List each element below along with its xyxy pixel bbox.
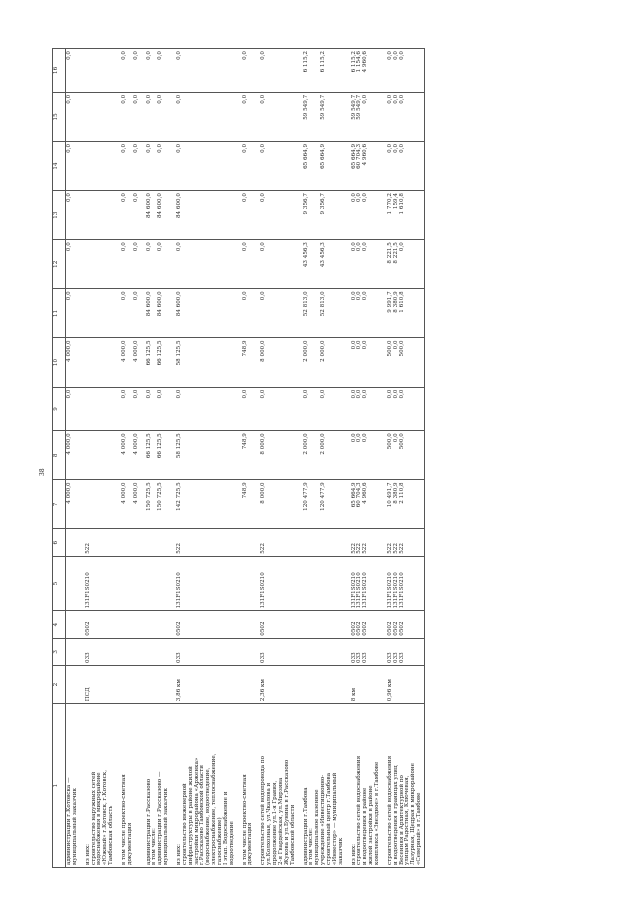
table-cell: 0,0	[255, 289, 297, 338]
table-cell: 6 115,2 1 154,6 4 960,6	[346, 49, 382, 93]
table-cell: 4 000,0	[66, 431, 80, 480]
table-cell: 0,0 0,0 0,0	[346, 240, 382, 289]
table-cell	[141, 665, 171, 703]
table-cell	[66, 611, 80, 638]
table-cell: 0,0	[237, 191, 256, 240]
table-cell: 522 522 522	[346, 529, 382, 556]
table-cell: 8 000,0	[255, 338, 297, 387]
table-cell: 59 549,7 59 549,7	[298, 92, 346, 141]
table-cell	[237, 556, 256, 611]
table-cell: 748,9	[237, 338, 256, 387]
table-cell: 131F1S0210 131F1S0210 131F1S0210	[346, 556, 382, 611]
table-cell: 0,0	[66, 49, 80, 93]
table-cell: 131F1S0210	[255, 556, 297, 611]
table-cell: 748,9	[237, 480, 256, 529]
table-cell: 0,0	[255, 240, 297, 289]
table-row	[80, 49, 116, 868]
table-cell: 0,0 0,0 0,0	[346, 431, 382, 480]
column-header: 12	[53, 240, 66, 289]
table-cell: 0502	[80, 611, 116, 638]
table-cell: 8 км	[346, 665, 382, 703]
table-cell: 522	[80, 529, 116, 556]
table-cell: 0,0 0,0 0,0	[346, 289, 382, 338]
table-cell: 0,0	[237, 289, 256, 338]
table-cell: 0,0 0,0 0,0	[382, 387, 425, 431]
table-cell: 0,0	[66, 289, 80, 338]
table-cell: 58 125,5	[171, 431, 237, 480]
table-cell	[80, 240, 116, 289]
table-cell: 748,9	[237, 431, 256, 480]
table-cell: 033	[80, 638, 116, 665]
column-header: 13	[53, 191, 66, 240]
table-cell: 8 000,0	[255, 431, 297, 480]
table-row	[116, 49, 141, 868]
table-cell: 43 456,3 43 456,3	[298, 240, 346, 289]
table-row	[255, 49, 297, 868]
column-header: 2	[53, 665, 66, 703]
table-cell: 4 000,0	[66, 338, 80, 387]
row-label-cell: в том числе проектно-сметная документация	[116, 704, 141, 868]
table-cell: 9 356,7 9 356,7	[298, 191, 346, 240]
table-cell	[80, 431, 116, 480]
table-cell: ПСД	[80, 665, 116, 703]
table-cell: 65 664,9 60 704,3 4 960,6	[346, 480, 382, 529]
table-cell: 0,0	[171, 387, 237, 431]
table-cell	[80, 289, 116, 338]
page-number: 38	[39, 468, 46, 476]
budget-table	[52, 48, 425, 868]
table-cell: 0502 0502 0502	[346, 611, 382, 638]
table-cell: 2 000,0 2 000,0	[298, 338, 346, 387]
table-cell: 9 991,7 8 380,9 1 610,8	[382, 289, 425, 338]
table-cell: 66 125,5 66 125,5	[141, 338, 171, 387]
table-cell: 0,96 км	[382, 665, 425, 703]
table-cell	[80, 387, 116, 431]
table-cell: 3,86 км	[171, 665, 237, 703]
table-cell: 0,0 0,0	[116, 387, 141, 431]
table-cell	[66, 638, 80, 665]
table-cell: 522	[255, 529, 297, 556]
column-header: 6	[53, 529, 66, 556]
table-cell	[298, 611, 346, 638]
table-cell: 0,0 0,0	[298, 387, 346, 431]
table-cell: 0,0	[237, 240, 256, 289]
table-cell	[80, 338, 116, 387]
table-row	[171, 49, 237, 868]
table-row	[141, 49, 171, 868]
table-cell: 0,0	[66, 387, 80, 431]
table-cell: 84 600,0 84 600,0	[141, 191, 171, 240]
table-cell: 0,0	[255, 92, 297, 141]
table-cell	[80, 92, 116, 141]
table-cell: 59 549,7 59 549,7 0,0	[346, 92, 382, 141]
table-cell	[298, 556, 346, 611]
table-cell: 0,0	[237, 92, 256, 141]
table-cell: 033	[255, 638, 297, 665]
table-cell: 500,0 0,0 500,0	[382, 431, 425, 480]
table-cell	[66, 556, 80, 611]
table-cell: 0,0 0,0	[116, 141, 141, 190]
table-cell: 0,0 0,0 0,0	[346, 387, 382, 431]
table-cell	[66, 665, 80, 703]
table-cell: 500,0 0,0 500,0	[382, 338, 425, 387]
rotated-page	[39, 48, 582, 868]
table-cell: 0,0	[66, 92, 80, 141]
row-label-cell: строительство сетей водопровода по ул.Колхозная, ул.Чкалова и продолжение ул.1-я Гравия, 2-я Гвардейская, ул.Мирзяна Жукова и ул.Бунина в г.Рассказово Тамбовской области	[255, 704, 297, 868]
table-cell: 131F1S0210	[171, 556, 237, 611]
table-cell	[66, 529, 80, 556]
table-cell: 033	[171, 638, 237, 665]
table-row	[237, 49, 256, 868]
table-cell	[298, 638, 346, 665]
column-header: 15	[53, 92, 66, 141]
table-cell	[80, 49, 116, 93]
table-cell: 0,0	[171, 141, 237, 190]
table-cell: 84 600,0	[171, 191, 237, 240]
table-cell: 66 125,5 66 125,5	[141, 431, 171, 480]
column-header: 3	[53, 638, 66, 665]
column-header: 7	[53, 480, 66, 529]
table-cell: 84 600,0 84 600,0	[141, 289, 171, 338]
row-label-cell: администрации г.Тамбова в том числе: муниципальное казенное учреждение «Инвестиционно- строительный центр г.Тамбова «Инвестор» — муниципальный заказчик	[298, 704, 346, 868]
table-cell: 84 600,0	[171, 289, 237, 338]
table-cell: 120 477,9 120 477,9	[298, 480, 346, 529]
table-cell: 0,0 0,0	[116, 289, 141, 338]
table-cell: 4 000,0 4 000,0	[116, 480, 141, 529]
column-header: 11	[53, 289, 66, 338]
table-cell	[80, 141, 116, 190]
table-cell: 0,0 0,0 0,0	[346, 191, 382, 240]
table-cell	[237, 611, 256, 638]
table-cell: 0,0	[171, 49, 237, 93]
column-header: 16	[53, 49, 66, 93]
table-cell: 0,0 0,0 0,0	[346, 338, 382, 387]
table-cell: 6 115,2 6 115,2	[298, 49, 346, 93]
table-cell: 522 522 522	[382, 529, 425, 556]
table-cell	[116, 529, 141, 556]
table-cell: 0,0	[255, 191, 297, 240]
table-cell: 0,0 0,0 0,0	[382, 49, 425, 93]
table-cell: 0,0	[66, 141, 80, 190]
table-cell: 4 000,0	[66, 480, 80, 529]
row-label-cell: из них: строительство наружных сетей водоснабжения в микрорайоне «Южный» г.Котовск, г.Котовск, Тамбовская область	[80, 704, 116, 868]
row-label-cell: администрации г.Рассказово в том числе: администрации г.Рассказово — муниципальный заказчик	[141, 704, 171, 868]
table-cell: 0,0	[66, 240, 80, 289]
table-cell: 10 491,7 8 380,9 2 110,8	[382, 480, 425, 529]
table-row	[382, 49, 425, 868]
table-cell: 0,0	[237, 141, 256, 190]
table-cell	[237, 529, 256, 556]
table-cell: 1 770,2 159,4 1 610,8	[382, 191, 425, 240]
table-row	[298, 49, 346, 868]
column-header: 10	[53, 338, 66, 387]
table-cell	[141, 611, 171, 638]
table-cell	[141, 556, 171, 611]
table-cell: 0,0	[66, 191, 80, 240]
table-cell: 0,0	[171, 240, 237, 289]
table-cell: 2,36 км	[255, 665, 297, 703]
table-cell: 522	[171, 529, 237, 556]
table-row	[66, 49, 80, 868]
table-cell: 52 813,0 52 813,0	[298, 289, 346, 338]
column-number-row	[53, 49, 66, 868]
table-cell	[116, 611, 141, 638]
table-cell: 8 000,0	[255, 480, 297, 529]
table-cell: 0,0 0,0	[141, 387, 171, 431]
table-cell: 65 664,9 65 664,9	[298, 141, 346, 190]
column-header: 5	[53, 556, 66, 611]
table-cell: 0,0	[255, 387, 297, 431]
table-cell: 0,0	[255, 49, 297, 93]
table-cell: 0,0 0,0	[116, 191, 141, 240]
table-cell: 4 000,0 4 000,0	[116, 431, 141, 480]
table-cell: 0,0 0,0	[116, 49, 141, 93]
row-label-cell: администрации г.Котовска — муниципальный заказчик	[66, 704, 80, 868]
table-cell: 0,0	[237, 49, 256, 93]
table-cell	[116, 665, 141, 703]
table-cell: 2 000,0 2 000,0	[298, 431, 346, 480]
table-cell: 0,0 0,0	[141, 49, 171, 93]
table-cell: 0,0 0,0	[141, 92, 171, 141]
column-header: 8	[53, 431, 66, 480]
table-cell: 0,0 0,0 0,0	[382, 92, 425, 141]
column-header: 9	[53, 387, 66, 431]
table-cell: 131F1S0210	[80, 556, 116, 611]
table-cell: 0,0	[237, 387, 256, 431]
table-cell: 0,0 0,0	[141, 240, 171, 289]
table-row	[346, 49, 382, 868]
table-cell: 0502	[255, 611, 297, 638]
table-cell: 033 033 033	[346, 638, 382, 665]
table-cell: 58 125,5	[171, 338, 237, 387]
row-label-cell: из них: строительство сетей водоснабжения и водоотведения в районе жилой застройки в районе комплекса «Звездное» в г.Тамбове	[346, 704, 382, 868]
table-cell	[237, 665, 256, 703]
table-cell	[116, 556, 141, 611]
table-cell: 150 725,5 150 725,5	[141, 480, 171, 529]
table-cell	[298, 665, 346, 703]
table-cell	[141, 638, 171, 665]
table-cell: 65 664,9 60 704,3 4 960,6	[346, 141, 382, 190]
row-label-cell: в том числе проектно-сметная документация	[237, 704, 256, 868]
table-cell: 0,0 0,0 0,0	[382, 141, 425, 190]
table-cell	[141, 529, 171, 556]
table-cell: 0,0 0,0	[141, 141, 171, 190]
column-header: 14	[53, 141, 66, 190]
table-cell: 033 033 033	[382, 638, 425, 665]
table-cell: 0,0	[255, 141, 297, 190]
column-header: 1	[53, 704, 66, 868]
table-cell: 0,0 0,0	[116, 240, 141, 289]
table-cell: 8 221,5 8 221,5 0,0	[382, 240, 425, 289]
table-cell: 0,0 0,0	[116, 92, 141, 141]
table-cell: 0,0	[171, 92, 237, 141]
table-cell	[116, 638, 141, 665]
table-cell: 0502 0502 0502	[382, 611, 425, 638]
row-label-cell: из них: строительство инженерной инфраструктуры в районе жилой застройки микрорайона «Арженка» г.Рассказово Тамбовской области (водоснабжение, водоотведение, электроснабжение, теплоснабжение, газоснабжение) I этап. Водоснабжение и водоотведение	[171, 704, 237, 868]
table-cell: 4 000,0 4 000,0	[116, 338, 141, 387]
row-label-cell: строительство сетей водоснабжения и водоотведения в границах улиц Весенняя и Архитектурной по улицам Радостная, Ключевая, Лазурная, Щедрая в микрорайоне «Северный» в г.Тамбове	[382, 704, 425, 868]
table-cell: 131F1S0210 131F1S0210 131F1S0210	[382, 556, 425, 611]
table-cell: 0502	[171, 611, 237, 638]
table-cell	[80, 191, 116, 240]
table-cell	[298, 529, 346, 556]
column-header: 4	[53, 611, 66, 638]
table-cell: 142 725,5	[171, 480, 237, 529]
table-cell	[237, 638, 256, 665]
table-cell	[80, 480, 116, 529]
